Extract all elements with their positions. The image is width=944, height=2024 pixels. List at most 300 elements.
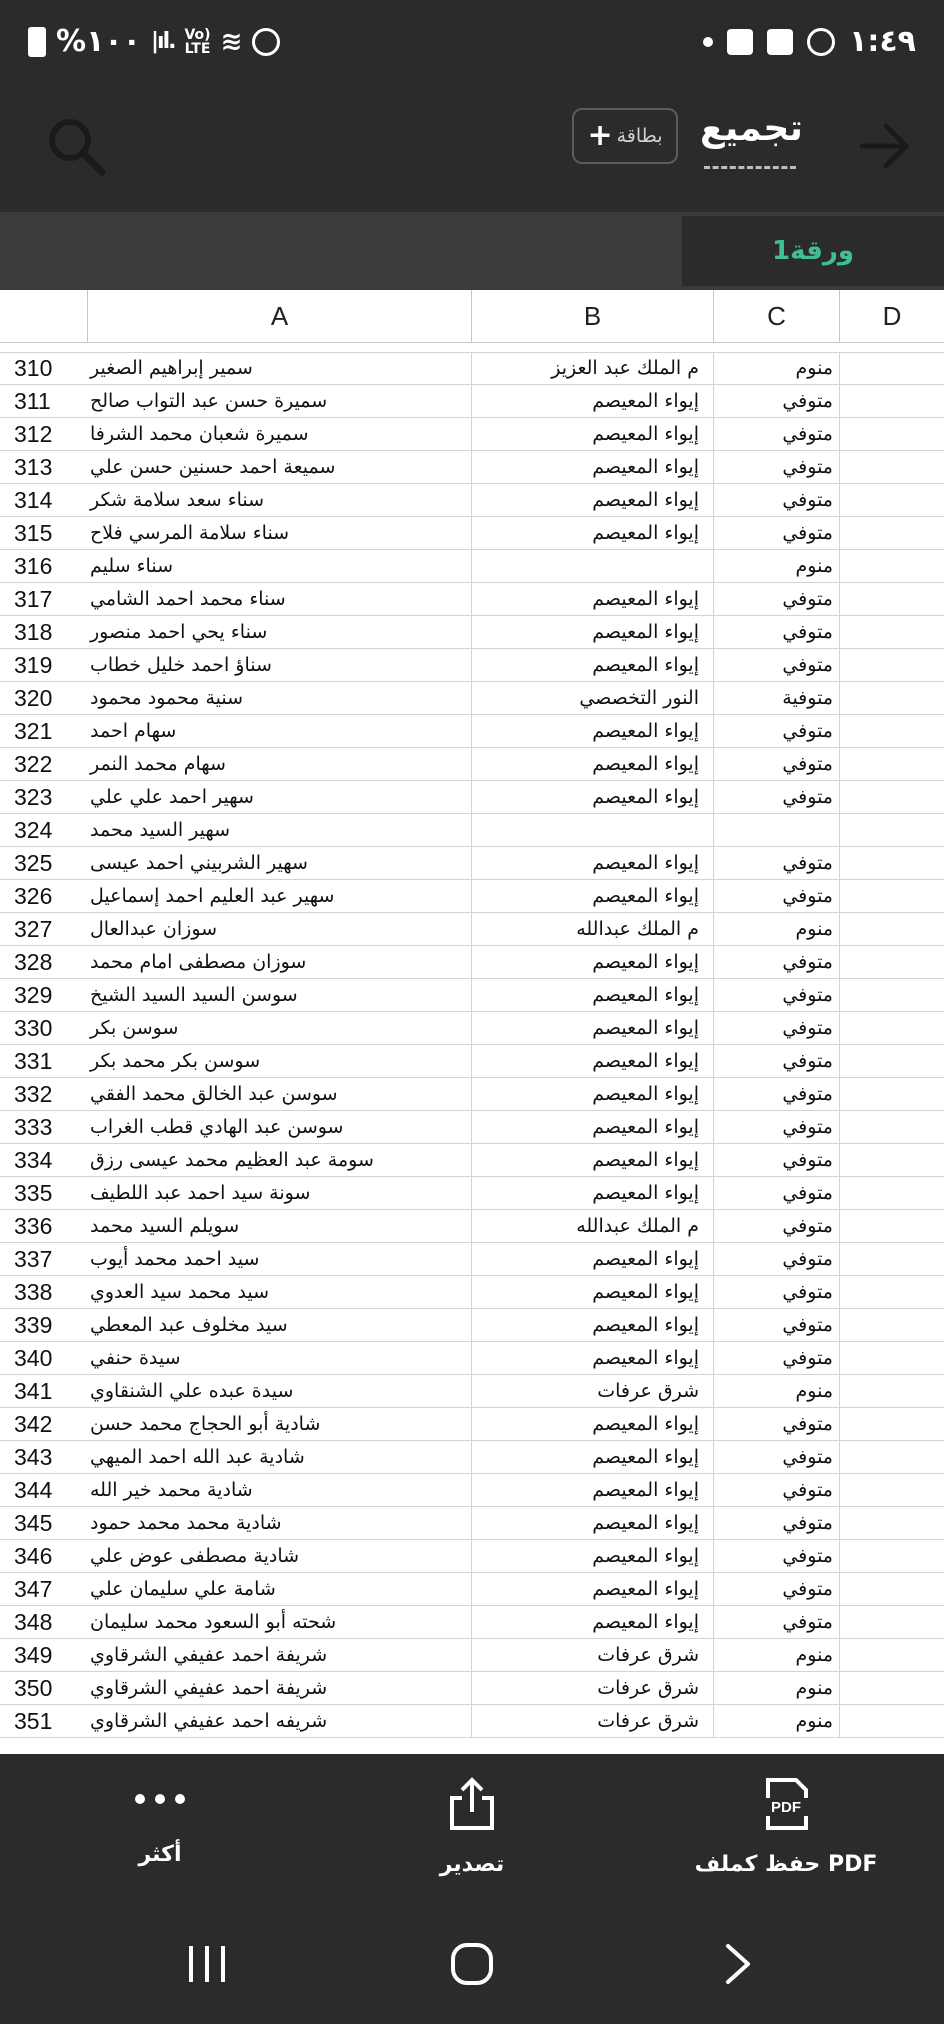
cell-a[interactable] (0, 715, 472, 748)
location: إيواء المعيصم (592, 456, 699, 478)
cell-c[interactable] (714, 682, 840, 715)
home-icon[interactable] (448, 1940, 496, 1988)
person-name: سهير السيد محمد (90, 819, 231, 841)
table-row[interactable] (0, 880, 944, 913)
cell-a[interactable] (0, 682, 472, 715)
person-name: سناء سعد سلامة شكر (90, 489, 265, 511)
cell-a[interactable] (0, 1078, 472, 1111)
cell-d[interactable] (840, 814, 944, 847)
table-row[interactable] (0, 649, 944, 682)
cell-a[interactable] (0, 517, 472, 550)
cell-a[interactable] (0, 781, 472, 814)
more-button[interactable] (60, 1774, 260, 1867)
location: إيواء المعيصم (592, 852, 699, 874)
status: متوفي (782, 951, 833, 973)
status: متوفي (782, 1083, 833, 1105)
cell-c[interactable] (714, 1276, 840, 1309)
cell-a[interactable] (0, 1375, 472, 1408)
cell-c[interactable] (714, 1243, 840, 1276)
person-name: سناء سليم (90, 555, 174, 577)
cell-b[interactable] (472, 484, 714, 517)
add-card-button[interactable] (572, 108, 678, 164)
location: إيواء المعيصم (592, 1545, 699, 1567)
cell-d[interactable] (840, 1276, 944, 1309)
cell-b[interactable] (472, 1144, 714, 1177)
cell-a[interactable] (0, 1243, 472, 1276)
cell-b[interactable] (472, 1111, 714, 1144)
cell-a[interactable] (0, 946, 472, 979)
row-number: 351 (14, 1708, 53, 1734)
cell-c[interactable] (714, 1111, 840, 1144)
cell-c[interactable] (714, 550, 840, 583)
table-row[interactable] (0, 451, 944, 484)
cell-a[interactable] (0, 1111, 472, 1144)
status: متوفي (782, 1479, 833, 1501)
cell-c[interactable] (714, 583, 840, 616)
location: إيواء المعيصم (592, 423, 699, 445)
location: النور التخصصي (579, 687, 699, 709)
cell-b[interactable] (472, 1672, 714, 1705)
person-name: سوسن بكر (90, 1017, 179, 1039)
cell-b[interactable] (472, 880, 714, 913)
cell-a[interactable] (0, 1408, 472, 1441)
table-row[interactable] (0, 484, 944, 517)
status: متوفي (782, 1413, 833, 1435)
cell-d[interactable] (840, 1144, 944, 1177)
person-name: شريفة احمد عفيفي الشرقاوي (90, 1644, 328, 1666)
document-title[interactable]: تجميع (700, 108, 803, 149)
cell-a[interactable] (0, 550, 472, 583)
column-header-c[interactable]: C (714, 290, 840, 342)
cell-d[interactable] (840, 1573, 944, 1606)
row-number: 322 (14, 751, 53, 777)
cell-d[interactable] (840, 1441, 944, 1474)
column-header-d[interactable]: D (882, 301, 902, 331)
cell-c[interactable] (714, 781, 840, 814)
cell-b[interactable] (472, 715, 714, 748)
table-row[interactable] (0, 814, 944, 847)
cell-b[interactable] (472, 352, 714, 385)
status: متوفي (782, 1545, 833, 1567)
location: إيواء المعيصم (592, 1149, 699, 1171)
cell-a[interactable] (0, 1573, 472, 1606)
cell-b[interactable] (472, 517, 714, 550)
cell-d[interactable] (840, 847, 944, 880)
cell-a[interactable] (0, 913, 472, 946)
notification-dot-icon (703, 37, 713, 47)
cell-d[interactable] (840, 1177, 944, 1210)
cell-a[interactable] (0, 1342, 472, 1375)
cell-c[interactable] (714, 1045, 840, 1078)
status: متوفي (782, 720, 833, 742)
table-row[interactable] (0, 946, 944, 979)
cell-b[interactable] (472, 1606, 714, 1639)
cell-c[interactable] (714, 1672, 840, 1705)
cell-c[interactable] (714, 649, 840, 682)
cell-a[interactable] (0, 1276, 472, 1309)
table-row[interactable] (0, 1672, 944, 1705)
cell-b[interactable] (472, 847, 714, 880)
export-button[interactable] (372, 1774, 572, 1877)
cell-b[interactable] (472, 550, 714, 583)
cell-c[interactable] (714, 1705, 840, 1738)
row-number: 341 (14, 1378, 53, 1404)
table-row[interactable] (0, 550, 944, 583)
cell-d[interactable] (840, 880, 944, 913)
signal-icon: |ıl. (151, 29, 175, 54)
cell-a[interactable] (0, 1045, 472, 1078)
table-row[interactable] (0, 1243, 944, 1276)
row-number: 318 (14, 619, 53, 645)
cell-c[interactable] (714, 1474, 840, 1507)
cell-c[interactable] (714, 1210, 840, 1243)
cell-b[interactable] (472, 1177, 714, 1210)
cell-a[interactable] (0, 583, 472, 616)
cell-d[interactable] (840, 748, 944, 781)
cell-c[interactable] (714, 1375, 840, 1408)
sheet-tab-bar (0, 212, 944, 290)
cell-b[interactable] (472, 913, 714, 946)
wifi-icon: ≋ (220, 26, 243, 57)
cell-c[interactable] (714, 517, 840, 550)
cell-a[interactable] (0, 1507, 472, 1540)
cell-b[interactable] (472, 1078, 714, 1111)
cell-b[interactable] (472, 1705, 714, 1738)
cell-b[interactable] (472, 781, 714, 814)
cell-b[interactable] (472, 1210, 714, 1243)
cell-d[interactable] (840, 616, 944, 649)
save-pdf-label: حفظ كملف PDF (694, 1852, 878, 1877)
cell-a[interactable] (0, 1177, 472, 1210)
cell-d[interactable] (840, 1507, 944, 1540)
cell-d[interactable] (840, 1309, 944, 1342)
cell-a[interactable] (0, 1441, 472, 1474)
cell-a[interactable] (0, 1474, 472, 1507)
cell-c[interactable] (714, 946, 840, 979)
cell-c[interactable] (714, 715, 840, 748)
table-row[interactable] (0, 748, 944, 781)
table-row[interactable] (0, 715, 944, 748)
cell-c[interactable] (714, 748, 840, 781)
table-row[interactable] (0, 1045, 944, 1078)
person-name: شامة علي سليمان علي (90, 1578, 276, 1600)
cell-c[interactable] (714, 814, 840, 847)
cell-a[interactable] (0, 748, 472, 781)
location: إيواء المعيصم (592, 1611, 699, 1633)
status: متوفي (782, 621, 833, 643)
cell-b[interactable] (472, 1045, 714, 1078)
cell-d[interactable] (840, 946, 944, 979)
table-row[interactable] (0, 1210, 944, 1243)
cell-a[interactable] (0, 1672, 472, 1705)
cell-d[interactable] (840, 517, 944, 550)
cell-c[interactable] (714, 979, 840, 1012)
cell-b[interactable] (472, 418, 714, 451)
table-row[interactable] (0, 1342, 944, 1375)
cell-d[interactable] (840, 1012, 944, 1045)
column-header-a[interactable]: A (88, 290, 472, 342)
cell-d[interactable] (840, 649, 944, 682)
table-row[interactable] (0, 1639, 944, 1672)
cell-a[interactable] (0, 616, 472, 649)
table-row[interactable] (0, 1111, 944, 1144)
location: إيواء المعيصم (592, 1050, 699, 1072)
cell-d[interactable] (840, 1705, 944, 1738)
cell-a[interactable] (0, 649, 472, 682)
cell-d[interactable] (840, 1672, 944, 1705)
status: متوفي (782, 1281, 833, 1303)
cell-c[interactable] (714, 484, 840, 517)
cell-a[interactable] (0, 418, 472, 451)
cell-b[interactable] (472, 1507, 714, 1540)
cell-a[interactable] (0, 451, 472, 484)
cell-d[interactable] (840, 1210, 944, 1243)
location: شرق عرفات (597, 1380, 699, 1402)
location: إيواء المعيصم (592, 1248, 699, 1270)
cell-a[interactable] (0, 1144, 472, 1177)
cell-d[interactable] (840, 484, 944, 517)
person-name: سيد محمد سيد العدوي (90, 1281, 270, 1303)
location: إيواء المعيصم (592, 786, 699, 808)
alarm-icon (252, 28, 280, 56)
status: منوم (795, 555, 833, 577)
table-row[interactable] (0, 1276, 944, 1309)
row-number: 342 (14, 1411, 53, 1437)
row-number: 311 (14, 388, 51, 414)
cell-c[interactable] (714, 616, 840, 649)
row-number: 348 (14, 1609, 53, 1635)
cell-d[interactable] (840, 1045, 944, 1078)
cell-d[interactable] (840, 1540, 944, 1573)
cell-c[interactable] (714, 451, 840, 484)
status: متوفي (782, 1182, 833, 1204)
cell-b[interactable] (472, 1309, 714, 1342)
cell-b[interactable] (472, 1012, 714, 1045)
column-header-b[interactable]: B (472, 290, 714, 342)
person-name: سيد مخلوف عبد المعطي (90, 1314, 288, 1336)
table-row[interactable] (0, 517, 944, 550)
location: إيواء المعيصم (592, 1347, 699, 1369)
cell-b[interactable] (472, 748, 714, 781)
cell-a[interactable] (0, 1012, 472, 1045)
cell-c[interactable] (714, 1441, 840, 1474)
row-number: 332 (14, 1081, 53, 1107)
cell-a[interactable] (0, 1309, 472, 1342)
cell-b[interactable] (472, 1573, 714, 1606)
cell-d[interactable] (840, 682, 944, 715)
cell-b[interactable] (472, 1342, 714, 1375)
cell-a[interactable] (0, 1639, 472, 1672)
table-row[interactable] (0, 1540, 944, 1573)
cell-b[interactable] (472, 451, 714, 484)
cell-c[interactable] (714, 352, 840, 385)
location: إيواء المعيصم (592, 753, 699, 775)
back-nav-icon[interactable] (720, 1940, 756, 1988)
cell-c[interactable] (714, 1507, 840, 1540)
table-row[interactable] (0, 1573, 944, 1606)
export-label: تصدير (439, 1852, 505, 1877)
status: متوفي (782, 1512, 833, 1534)
cell-d[interactable] (840, 715, 944, 748)
table-row[interactable] (0, 1309, 944, 1342)
table-row[interactable] (0, 583, 944, 616)
table-row[interactable] (0, 1144, 944, 1177)
cell-a[interactable] (0, 880, 472, 913)
cell-a[interactable] (0, 385, 472, 418)
cell-d[interactable] (840, 1606, 944, 1639)
table-row[interactable] (0, 1408, 944, 1441)
cell-b[interactable] (472, 583, 714, 616)
row-number: 321 (14, 718, 53, 744)
cell-b[interactable] (472, 1441, 714, 1474)
cell-a[interactable] (0, 1210, 472, 1243)
cell-a[interactable] (0, 1606, 472, 1639)
cell-a[interactable] (0, 484, 472, 517)
cell-c[interactable] (714, 418, 840, 451)
location: إيواء المعيصم (592, 1479, 699, 1501)
cell-d[interactable] (840, 1243, 944, 1276)
person-name: سوزان عبدالعال (90, 918, 218, 940)
table-row[interactable] (0, 1705, 944, 1738)
cell-b[interactable] (472, 1408, 714, 1441)
cell-d[interactable] (840, 913, 944, 946)
cell-d[interactable] (840, 1474, 944, 1507)
table-row[interactable] (0, 1012, 944, 1045)
row-number: 313 (14, 454, 53, 480)
cell-d[interactable] (840, 385, 944, 418)
cell-d[interactable] (840, 352, 944, 385)
cell-d[interactable] (840, 550, 944, 583)
status: متوفي (782, 522, 833, 544)
cell-b[interactable] (472, 979, 714, 1012)
cell-c[interactable] (714, 1012, 840, 1045)
table-row[interactable] (0, 1441, 944, 1474)
save-pdf-button[interactable] (686, 1774, 886, 1877)
table-row[interactable] (0, 1078, 944, 1111)
status: متوفي (782, 588, 833, 610)
cell-b[interactable] (472, 616, 714, 649)
cell-b[interactable] (472, 1639, 714, 1672)
cell-c[interactable] (714, 1408, 840, 1441)
cell-d[interactable] (840, 1375, 944, 1408)
row-number: 333 (14, 1114, 53, 1140)
spreadsheet-grid[interactable] (0, 290, 944, 1754)
back-arrow-icon[interactable] (854, 116, 914, 176)
cell-b[interactable] (472, 946, 714, 979)
table-row[interactable] (0, 1474, 944, 1507)
table-row[interactable] (0, 616, 944, 649)
location: إيواء المعيصم (592, 489, 699, 511)
tab-sheet1[interactable]: ورقة1 (682, 216, 944, 286)
cell-a[interactable] (0, 814, 472, 847)
cell-b[interactable] (472, 1243, 714, 1276)
corner-cell[interactable] (0, 290, 88, 342)
cell-b[interactable] (472, 1276, 714, 1309)
cell-d[interactable] (840, 1111, 944, 1144)
cell-a[interactable] (0, 979, 472, 1012)
cell-a[interactable] (0, 352, 472, 385)
table-row[interactable] (0, 1606, 944, 1639)
cell-c[interactable] (714, 1309, 840, 1342)
cell-c[interactable] (714, 847, 840, 880)
person-name: سميرة حسن عبد التواب صالح (90, 390, 328, 412)
table-row[interactable] (0, 682, 944, 715)
cell-c[interactable] (714, 1177, 840, 1210)
table-row[interactable] (0, 418, 944, 451)
cell-c[interactable] (714, 1342, 840, 1375)
cell-b[interactable] (472, 649, 714, 682)
table-row[interactable] (0, 979, 944, 1012)
person-name: شريفة احمد عفيفي الشرقاوي (90, 1677, 328, 1699)
cell-d[interactable] (840, 451, 944, 484)
cell-a[interactable] (0, 1705, 472, 1738)
cell-c[interactable] (714, 913, 840, 946)
table-row[interactable] (0, 1507, 944, 1540)
person-name: سونة سيد احمد عبد اللطيف (90, 1182, 311, 1204)
table-row[interactable] (0, 1375, 944, 1408)
table-row[interactable] (0, 847, 944, 880)
cell-b[interactable] (472, 814, 714, 847)
person-name: سهير الشربيني احمد عيسى (90, 852, 308, 874)
cell-d[interactable] (840, 1342, 944, 1375)
cell-d[interactable] (840, 979, 944, 1012)
cell-b[interactable] (472, 682, 714, 715)
share-export-icon (442, 1774, 502, 1834)
cell-d[interactable] (840, 1078, 944, 1111)
cell-c[interactable] (714, 1573, 840, 1606)
cell-c[interactable] (714, 1606, 840, 1639)
cell-c[interactable] (714, 1540, 840, 1573)
cell-a[interactable] (0, 1540, 472, 1573)
cell-d[interactable] (840, 1639, 944, 1672)
cell-b[interactable] (472, 1540, 714, 1573)
recent-apps-icon[interactable] (185, 1940, 229, 1988)
table-row[interactable] (0, 385, 944, 418)
cell-b[interactable] (472, 1474, 714, 1507)
cell-d[interactable] (840, 583, 944, 616)
cell-c[interactable] (714, 1078, 840, 1111)
table-row[interactable] (0, 913, 944, 946)
status: متوفي (782, 489, 833, 511)
table-row[interactable] (0, 781, 944, 814)
cell-d[interactable] (840, 781, 944, 814)
cell-c[interactable] (714, 385, 840, 418)
cell-b[interactable] (472, 1375, 714, 1408)
status: متوفي (782, 753, 833, 775)
row-number: 334 (14, 1147, 53, 1173)
cell-c[interactable] (714, 880, 840, 913)
table-row[interactable] (0, 1177, 944, 1210)
cell-d[interactable] (840, 418, 944, 451)
person-name: شادية أبو الحجاج محمد حسن (90, 1413, 321, 1435)
status: منوم (795, 1380, 833, 1402)
cell-d[interactable] (840, 1408, 944, 1441)
cell-c[interactable] (714, 1144, 840, 1177)
cell-c[interactable] (714, 1639, 840, 1672)
person-name: سهير احمد علي علي (90, 786, 254, 808)
table-row[interactable] (0, 352, 944, 385)
person-name: سيدة عبده علي الشنقاوي (90, 1380, 294, 1402)
row-number: 346 (14, 1543, 53, 1569)
person-name: سوسن السيد السيد الشيخ (90, 984, 298, 1006)
row-number: 335 (14, 1180, 53, 1206)
cell-b[interactable] (472, 385, 714, 418)
status: متوفي (782, 786, 833, 808)
search-icon[interactable] (44, 114, 108, 178)
cell-a[interactable] (0, 847, 472, 880)
status: متوفي (782, 852, 833, 874)
person-name: سنية محمود محمود (90, 687, 244, 709)
